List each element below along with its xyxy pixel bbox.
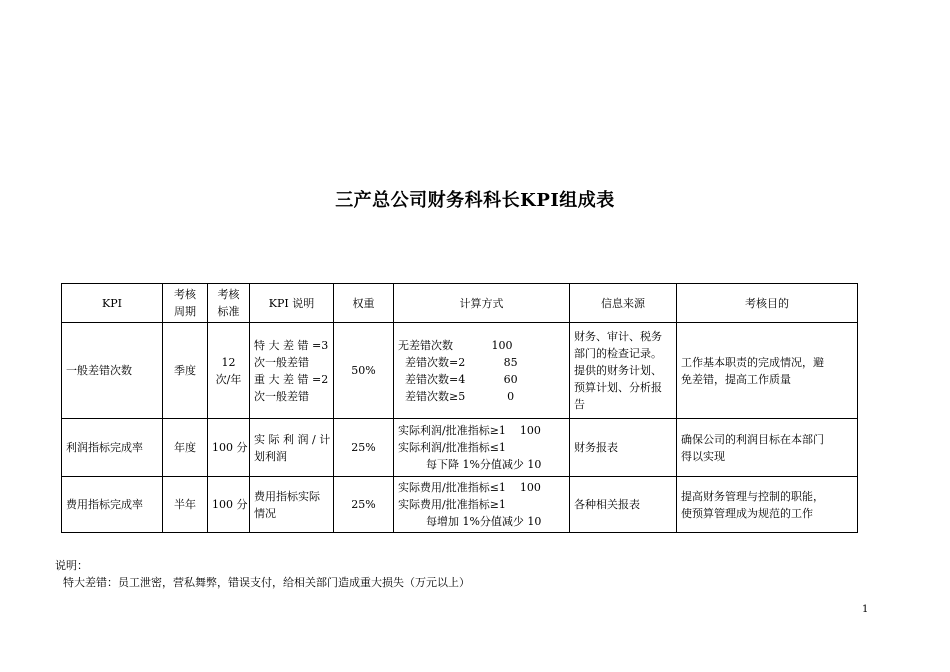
- cell-period: 季度: [163, 323, 208, 419]
- cell-desc: 实 际 利 润 / 计 划利润: [250, 419, 334, 477]
- cell-weight: 25%: [334, 477, 394, 533]
- cell-kpi: 利润指标完成率: [62, 419, 163, 477]
- header-purpose: 考核目的: [677, 284, 858, 323]
- notes-line: 特大差错：员工泄密，营私舞弊，错误支付，给相关部门造成重大损失（万元以上）: [63, 576, 470, 589]
- table-row: [62, 323, 858, 419]
- cell-standard: 100 分: [208, 419, 250, 477]
- cell-weight: 50%: [334, 323, 394, 419]
- page-title: 三产总公司财务科科长KPI组成表: [335, 190, 615, 211]
- table-row: [62, 419, 858, 477]
- header-method: 计算方式: [394, 284, 570, 323]
- header-weight: 权重: [334, 284, 394, 323]
- cell-period: 年度: [163, 419, 208, 477]
- header-period: 考核 周期: [163, 284, 208, 323]
- table-row: [62, 477, 858, 533]
- cell-purpose: 工作基本职责的完成情况，避 免差错，提高工作质量: [677, 323, 858, 419]
- cell-standard: 100 分: [208, 477, 250, 533]
- cell-kpi: 费用指标完成率: [62, 477, 163, 533]
- cell-source: 财务、审计、税务 部门的检查记录。 提供的财务计划、 预算计划、分析报 告: [570, 323, 677, 419]
- header-standard: 考核 标准: [208, 284, 250, 323]
- table-header-row: [62, 284, 858, 323]
- cell-purpose: 提高财务管理与控制的职能， 使预算管理成为规范的工作: [677, 477, 858, 533]
- cell-desc: 费用指标实际 情况: [250, 477, 334, 533]
- header-desc: KPI 说明: [250, 284, 334, 323]
- cell-weight: 25%: [334, 419, 394, 477]
- cell-method: 实际费用/批准指标≤1 100 实际费用/批准指标≥1 每增加 1%分值减少 10: [394, 477, 570, 533]
- cell-period: 半年: [163, 477, 208, 533]
- cell-source: 财务报表: [570, 419, 677, 477]
- notes: [55, 557, 470, 591]
- cell-method: 实际利润/批准指标≥1 100 实际利润/批准指标≤1 每下降 1%分值减少 10: [394, 419, 570, 477]
- page-number: 1: [862, 604, 869, 615]
- notes-heading: 说明：: [55, 559, 88, 572]
- header-kpi: KPI: [62, 284, 163, 323]
- cell-desc: 特 大 差 错 =3 次一般差错 重 大 差 错 =2 次一般差错: [250, 323, 334, 419]
- cell-source: 各种相关报表: [570, 477, 677, 533]
- header-source: 信息来源: [570, 284, 677, 323]
- cell-purpose: 确保公司的利润目标在本部门 得以实现: [677, 419, 858, 477]
- kpi-table: [61, 283, 858, 533]
- cell-method: 无差错次数 100 差错次数=2 85 差错次数=4 60 差错次数≥5 0: [394, 323, 570, 419]
- cell-kpi: 一般差错次数: [62, 323, 163, 419]
- cell-standard: 12 次/年: [208, 323, 250, 419]
